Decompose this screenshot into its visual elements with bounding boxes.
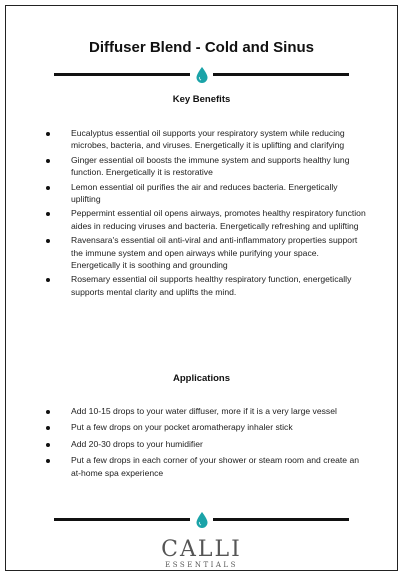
benefits-list [46,127,366,298]
bullet-icon [46,132,50,136]
bottom-divider-right [213,518,349,521]
logo-wordmark: CALLI [161,537,242,562]
bullet-icon [46,239,50,243]
bullet-icon [46,186,50,190]
bullet-icon [46,159,50,163]
drop-icon [196,512,208,528]
bottom-divider-left [54,518,190,521]
bullet-icon [46,426,50,430]
list-item: Add 20-30 drops to your humidifier [46,438,366,450]
list-item: Put a few drops on your pocket aromatherapy inhaler stick [46,421,366,433]
list-item: Eucalyptus essential oil supports your respiratory system while reducing microbes, bacteria, and viruses. Energetically it is uplifting and clarifying [46,127,366,152]
top-divider-right [213,73,349,76]
brand-logo [6,539,397,569]
bullet-icon [46,459,50,463]
list-item: Put a few drops in each corner of your shower or steam room and create an at-home spa experience [46,454,366,479]
list-item: Ginger essential oil boosts the immune system and supports healthy lung function. Energetically it is restorative [46,154,366,179]
applications-list [46,405,366,479]
list-item: Peppermint essential oil opens airways, promotes healthy respiratory function aides in reducing viruses and bacteria. Energetically refreshing and uplifting [46,207,366,232]
logo-subtitle: ESSENTIALS [165,561,238,569]
drop-icon [196,67,208,83]
top-divider-left [54,73,190,76]
bullet-icon [46,410,50,414]
list-item: Lemon essential oil purifies the air and reduces bacteria. Energetically uplifting [46,181,366,206]
list-item: Ravensara's essential oil anti-viral and anti-inflammatory properties support the immune system and open airways while purifying your space. Energetically it is soothing and grounding [46,234,366,271]
bullet-icon [46,278,50,282]
document-title: Diffuser Blend - Cold and Sinus [88,39,314,56]
bullet-icon [46,212,50,216]
list-item: Rosemary essential oil supports healthy respiratory function, energetically supports mental clarity and uplifts the mind. [46,273,366,298]
bullet-icon [46,443,50,447]
applications-heading: Applications [172,373,230,384]
document-card [5,5,398,571]
benefits-heading: Key Benefits [172,94,231,105]
list-item: Add 10-15 drops to your water diffuser, more if it is a very large vessel [46,405,366,417]
